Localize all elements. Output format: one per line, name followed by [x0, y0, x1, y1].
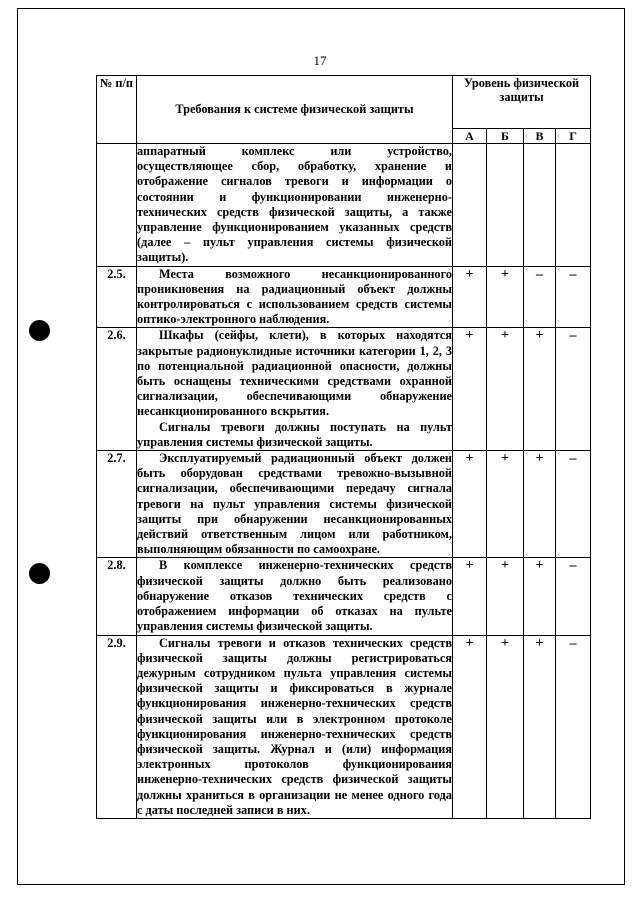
- table-row: [97, 328, 591, 451]
- row-number: 2.5.: [97, 266, 137, 328]
- requirement-text: Сигналы тревоги должны поступать на пульт управления системы физической защиты.: [137, 419, 452, 449]
- mark-level-a: +: [453, 635, 487, 818]
- mark-level-b: +: [487, 266, 524, 328]
- header-level-a: А: [453, 129, 487, 144]
- mark-level-b: +: [487, 328, 524, 451]
- header-protection-level: Уровень физической защиты: [453, 76, 591, 129]
- mark-level-a: +: [453, 328, 487, 451]
- mark-level-v: [524, 144, 556, 267]
- requirement-text: Эксплуатируемый радиационный объект должен быть оборудован средствами тревожно-вызывной сигнализации, обеспечивающими передачу сигнала тревоги на пульт управления системы физической защиты при обнаружении несанкционированных действий ответственным лицом или работником, выполняющим обязанности по самоохране.: [137, 451, 452, 557]
- mark-level-g: [556, 144, 591, 267]
- mark-level-g: –: [556, 266, 591, 328]
- row-requirement: [137, 266, 453, 328]
- mark-level-a: +: [453, 451, 487, 558]
- mark-level-b: +: [487, 635, 524, 818]
- requirements-table: [96, 75, 591, 819]
- mark-level-b: +: [487, 558, 524, 635]
- table-row: [97, 451, 591, 558]
- requirement-text: В комплексе инженерно-технических средств физической защиты должно быть реализовано обнаружение отказов технических средств с отображением информации об отказах на пульте управления системы физической защиты.: [137, 558, 452, 634]
- mark-level-v: +: [524, 558, 556, 635]
- requirement-text: Шкафы (сейфы, клети), в которых находятся закрытые радионуклидные источники категории 1, 2, 3 по потенциальной радиационной опасности, должны быть оснащены техническими средствами охранной сигнализации, обеспечивающими обнаружение несанкционированного вскрытия.: [137, 328, 452, 419]
- mark-level-b: [487, 144, 524, 267]
- mark-level-a: +: [453, 266, 487, 328]
- mark-level-b: +: [487, 451, 524, 558]
- requirement-text: Места возможного несанкционированного проникновения на радиационный объект должны контролироваться с использованием средств системы оптико-электронного наблюдения.: [137, 266, 452, 327]
- mark-level-v: –: [524, 266, 556, 328]
- requirement-text: Сигналы тревоги и отказов технических средств физической защиты должны регистрироваться дежурным сотрудником пульта управления системы физической защиты и фиксироваться в журнале функционирования инженерно-технических средств физической защиты или в электронном протоколе функционирования инженерно-технических средств физической защиты. Журнал и (или) информация электронных протоколов функционирования инженерно-технических средств физической защиты должны храниться в организации не менее одного года с даты последней записи в них.: [137, 635, 452, 817]
- row-requirement: [137, 144, 453, 267]
- header-level-v: В: [524, 129, 556, 144]
- mark-level-v: +: [524, 635, 556, 818]
- row-number: 2.8.: [97, 558, 137, 635]
- table-row: [97, 635, 591, 818]
- row-requirement: [137, 328, 453, 451]
- table-row: [97, 144, 591, 267]
- page-number: 17: [313, 53, 327, 68]
- mark-level-g: –: [556, 451, 591, 558]
- header-level-g: Г: [556, 129, 591, 144]
- mark-level-v: +: [524, 328, 556, 451]
- mark-level-g: –: [556, 558, 591, 635]
- table-row: [97, 558, 591, 635]
- punch-hole-top: [29, 320, 50, 341]
- mark-level-a: [453, 144, 487, 267]
- row-requirement: [137, 635, 453, 818]
- mark-level-g: –: [556, 635, 591, 818]
- row-number: 2.9.: [97, 635, 137, 818]
- row-requirement: [137, 451, 453, 558]
- mark-level-g: –: [556, 328, 591, 451]
- header-requirements: Требования к системе физической защиты: [137, 76, 453, 144]
- table-row: [97, 266, 591, 328]
- row-number: 2.7.: [97, 451, 137, 558]
- row-requirement: [137, 558, 453, 635]
- punch-hole-bottom: [29, 563, 50, 584]
- header-level-b: Б: [487, 129, 524, 144]
- row-number: 2.6.: [97, 328, 137, 451]
- row-number: [97, 144, 137, 267]
- requirement-text: аппаратный комплекс или устройство, осуществляющее сбор, обработку, хранение и отображение сигналов тревоги и информации о состоянии и функционировании инженерно-технических средств физической защиты, а также управление функционированием указанных средств (далее – пульт управления системы физической защиты).: [137, 144, 452, 265]
- header-number: № п/п: [97, 76, 137, 144]
- mark-level-a: +: [453, 558, 487, 635]
- mark-level-v: +: [524, 451, 556, 558]
